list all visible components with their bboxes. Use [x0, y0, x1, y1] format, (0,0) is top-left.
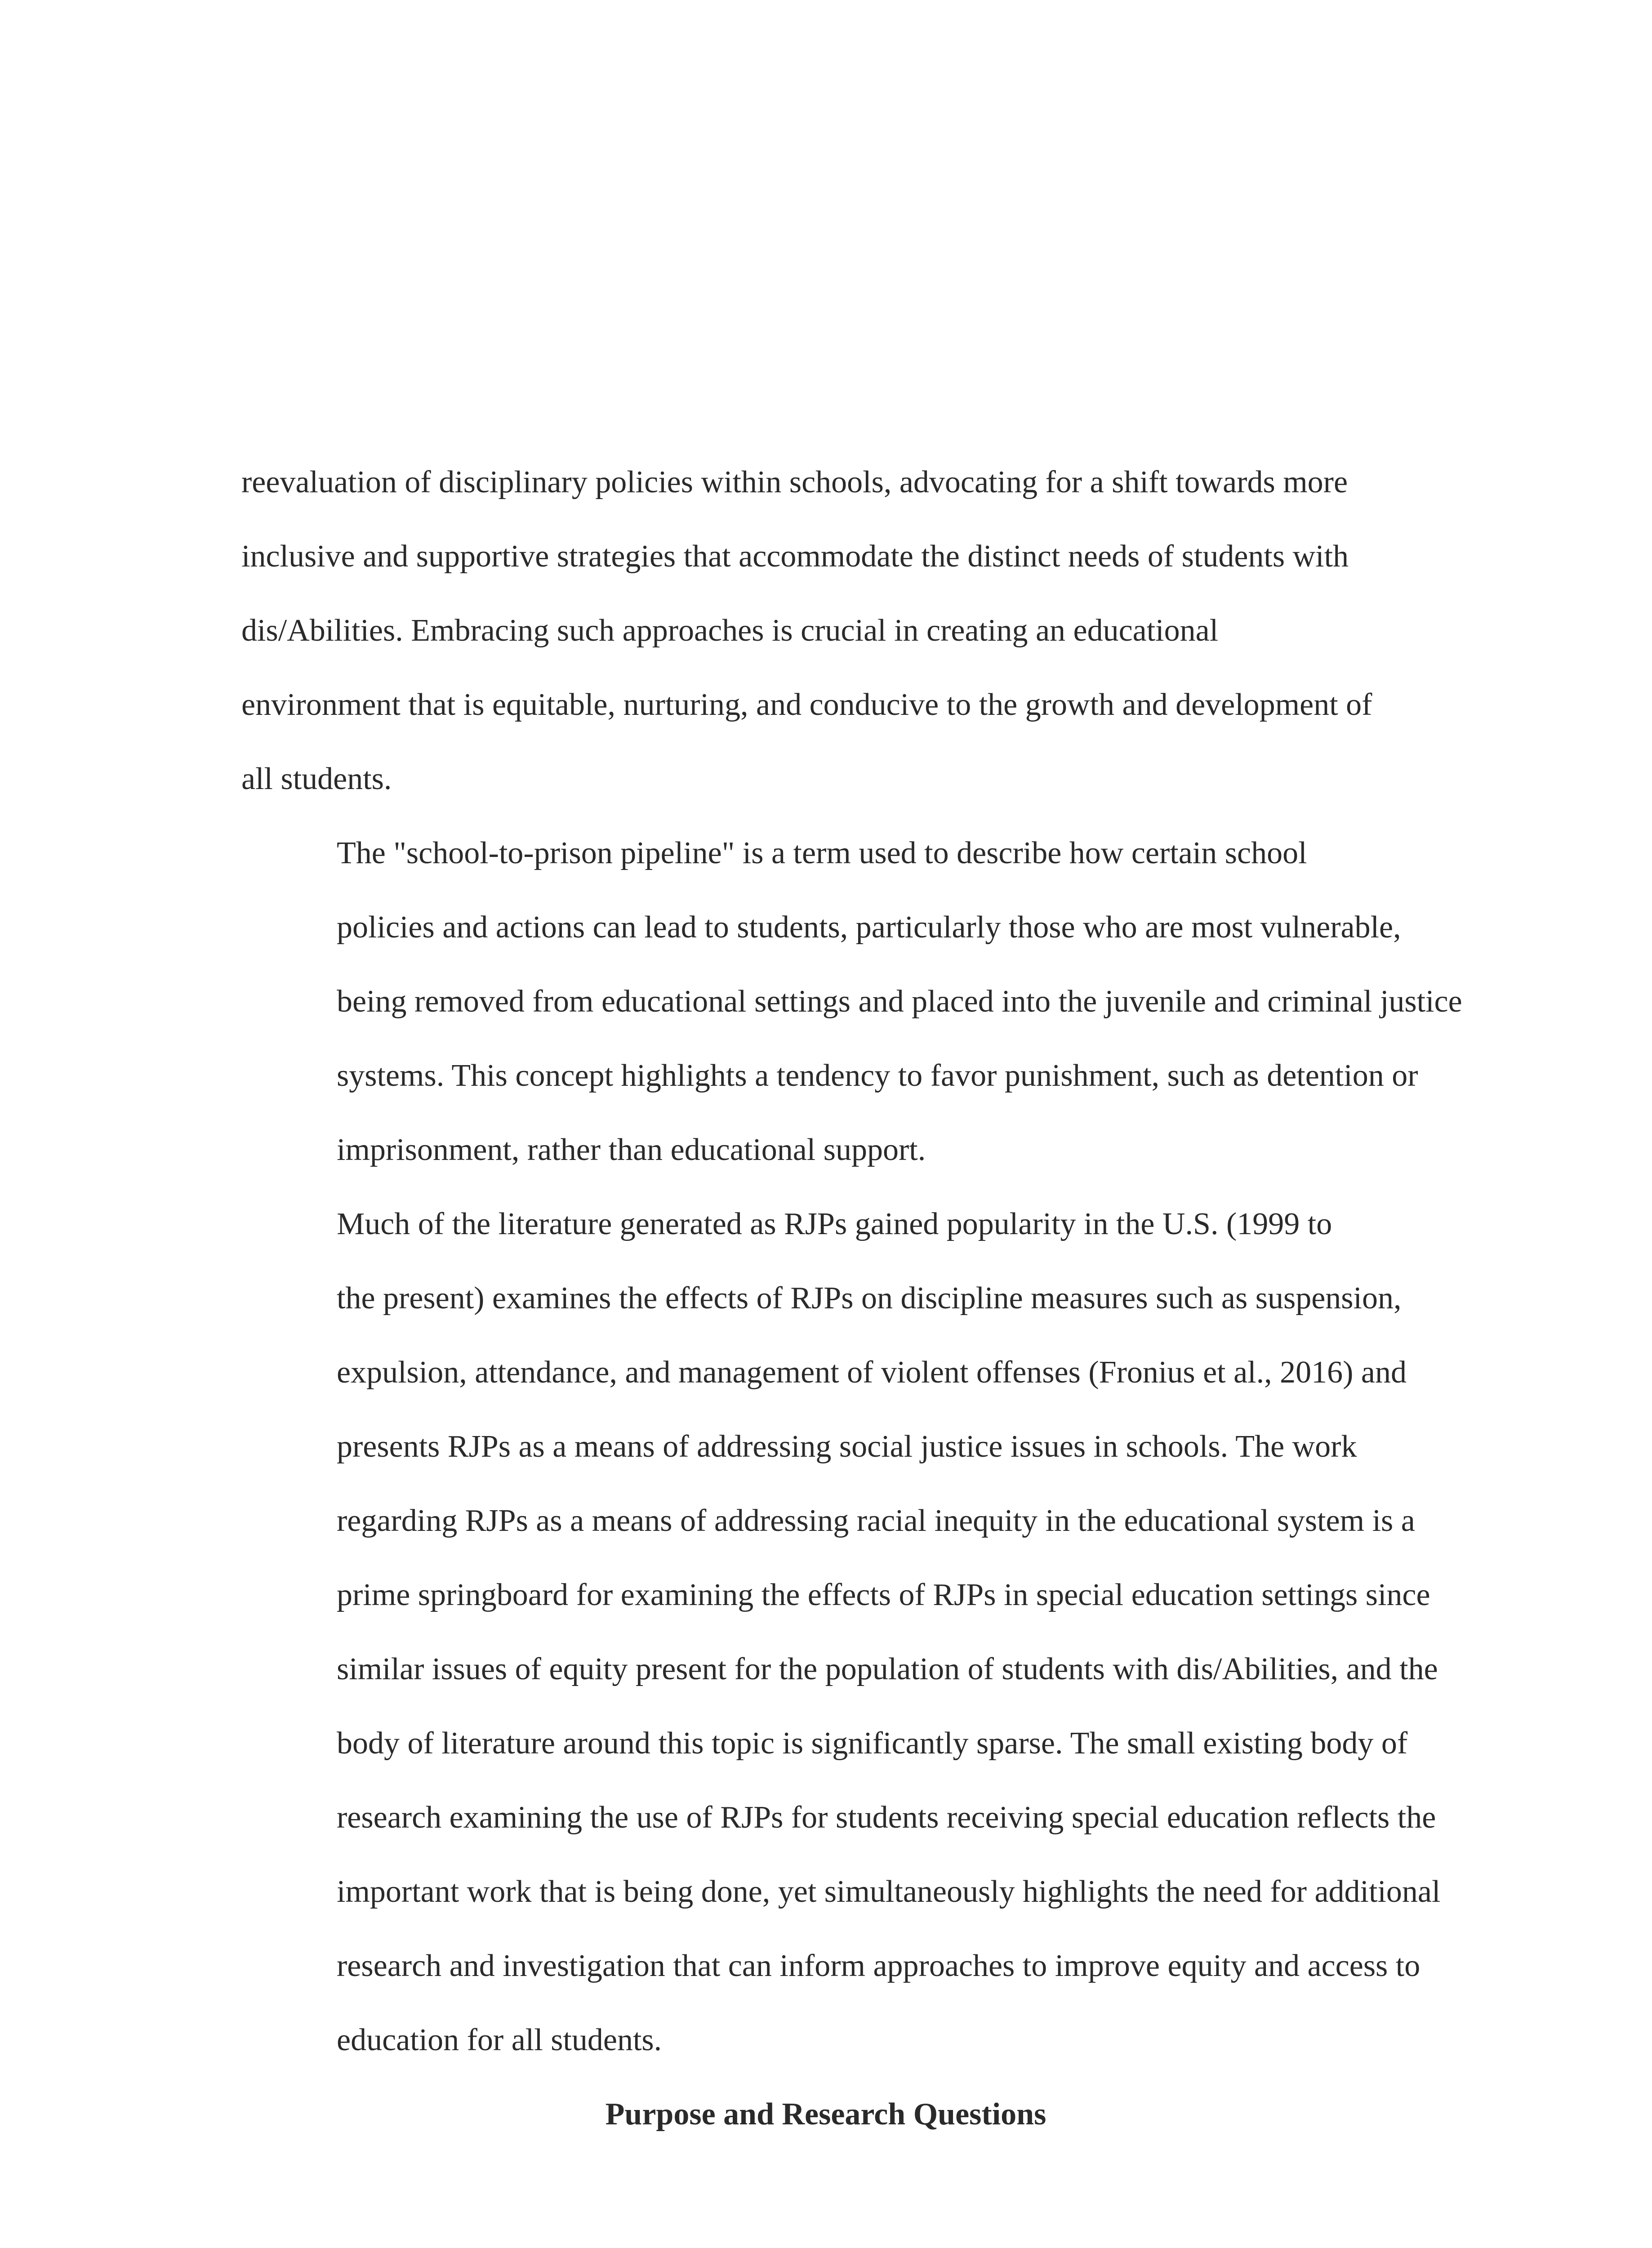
paragraph [241, 1187, 1441, 2077]
text-line: Much of the literature generated as RJPs gained popularity in the U.S. (1999 to [337, 1207, 1332, 1241]
text-line: research examining the use of RJPs for students receiving special education reflects the [337, 1800, 1436, 1835]
text-line: body of literature around this topic is significantly sparse. The small existing body of [337, 1726, 1408, 1761]
text-line: reevaluation of disciplinary policies within schools, advocating for a shift towards more [241, 465, 1348, 500]
text-line: research and investigation that can inform approaches to improve equity and access to [337, 1949, 1420, 1983]
text-line: all students. [241, 762, 392, 796]
text-line: the present) examines the effects of RJPs on discipline measures such as suspension, [337, 1281, 1402, 1316]
paragraph [241, 816, 1462, 1187]
text-line: imprisonment, rather than educational support. [337, 1133, 926, 1167]
text-line: inclusive and supportive strategies that accommodate the distinct needs of students with [241, 539, 1349, 574]
text-line: important work that is being done, yet simultaneously highlights the need for additional [337, 1874, 1441, 1909]
text-line: presents RJPs as a means of addressing social justice issues in schools. The work [337, 1429, 1357, 1464]
text-line: environment that is equitable, nurturing, and conducive to the growth and development of [241, 687, 1372, 722]
text-line: policies and actions can lead to students, particularly those who are most vulnerable, [337, 910, 1401, 945]
paragraph [241, 445, 1410, 816]
section-heading: Purpose and Research Questions [605, 2097, 1046, 2132]
text-line: systems. This concept highlights a tendency to favor punishment, such as detention or [337, 1058, 1418, 1093]
text-line: The "school-to-prison pipeline" is a term used to describe how certain school [337, 836, 1307, 870]
text-line: regarding RJPs as a means of addressing racial inequity in the educational system is a [337, 1503, 1415, 1538]
text-line: education for all students. [337, 2023, 662, 2057]
text-line: dis/Abilities. Embracing such approaches is crucial in creating an educational [241, 613, 1219, 648]
text-line: expulsion, attendance, and management of violent offenses (Fronius et al., 2016) and [337, 1355, 1407, 1390]
text-line: similar issues of equity present for the population of students with dis/Abilities, and the [337, 1652, 1438, 1686]
body-text [241, 445, 1462, 2151]
text-line: being removed from educational settings and placed into the juvenile and criminal justice [337, 984, 1462, 1019]
text-line: prime springboard for examining the effects of RJPs in special education settings since [337, 1578, 1430, 1612]
